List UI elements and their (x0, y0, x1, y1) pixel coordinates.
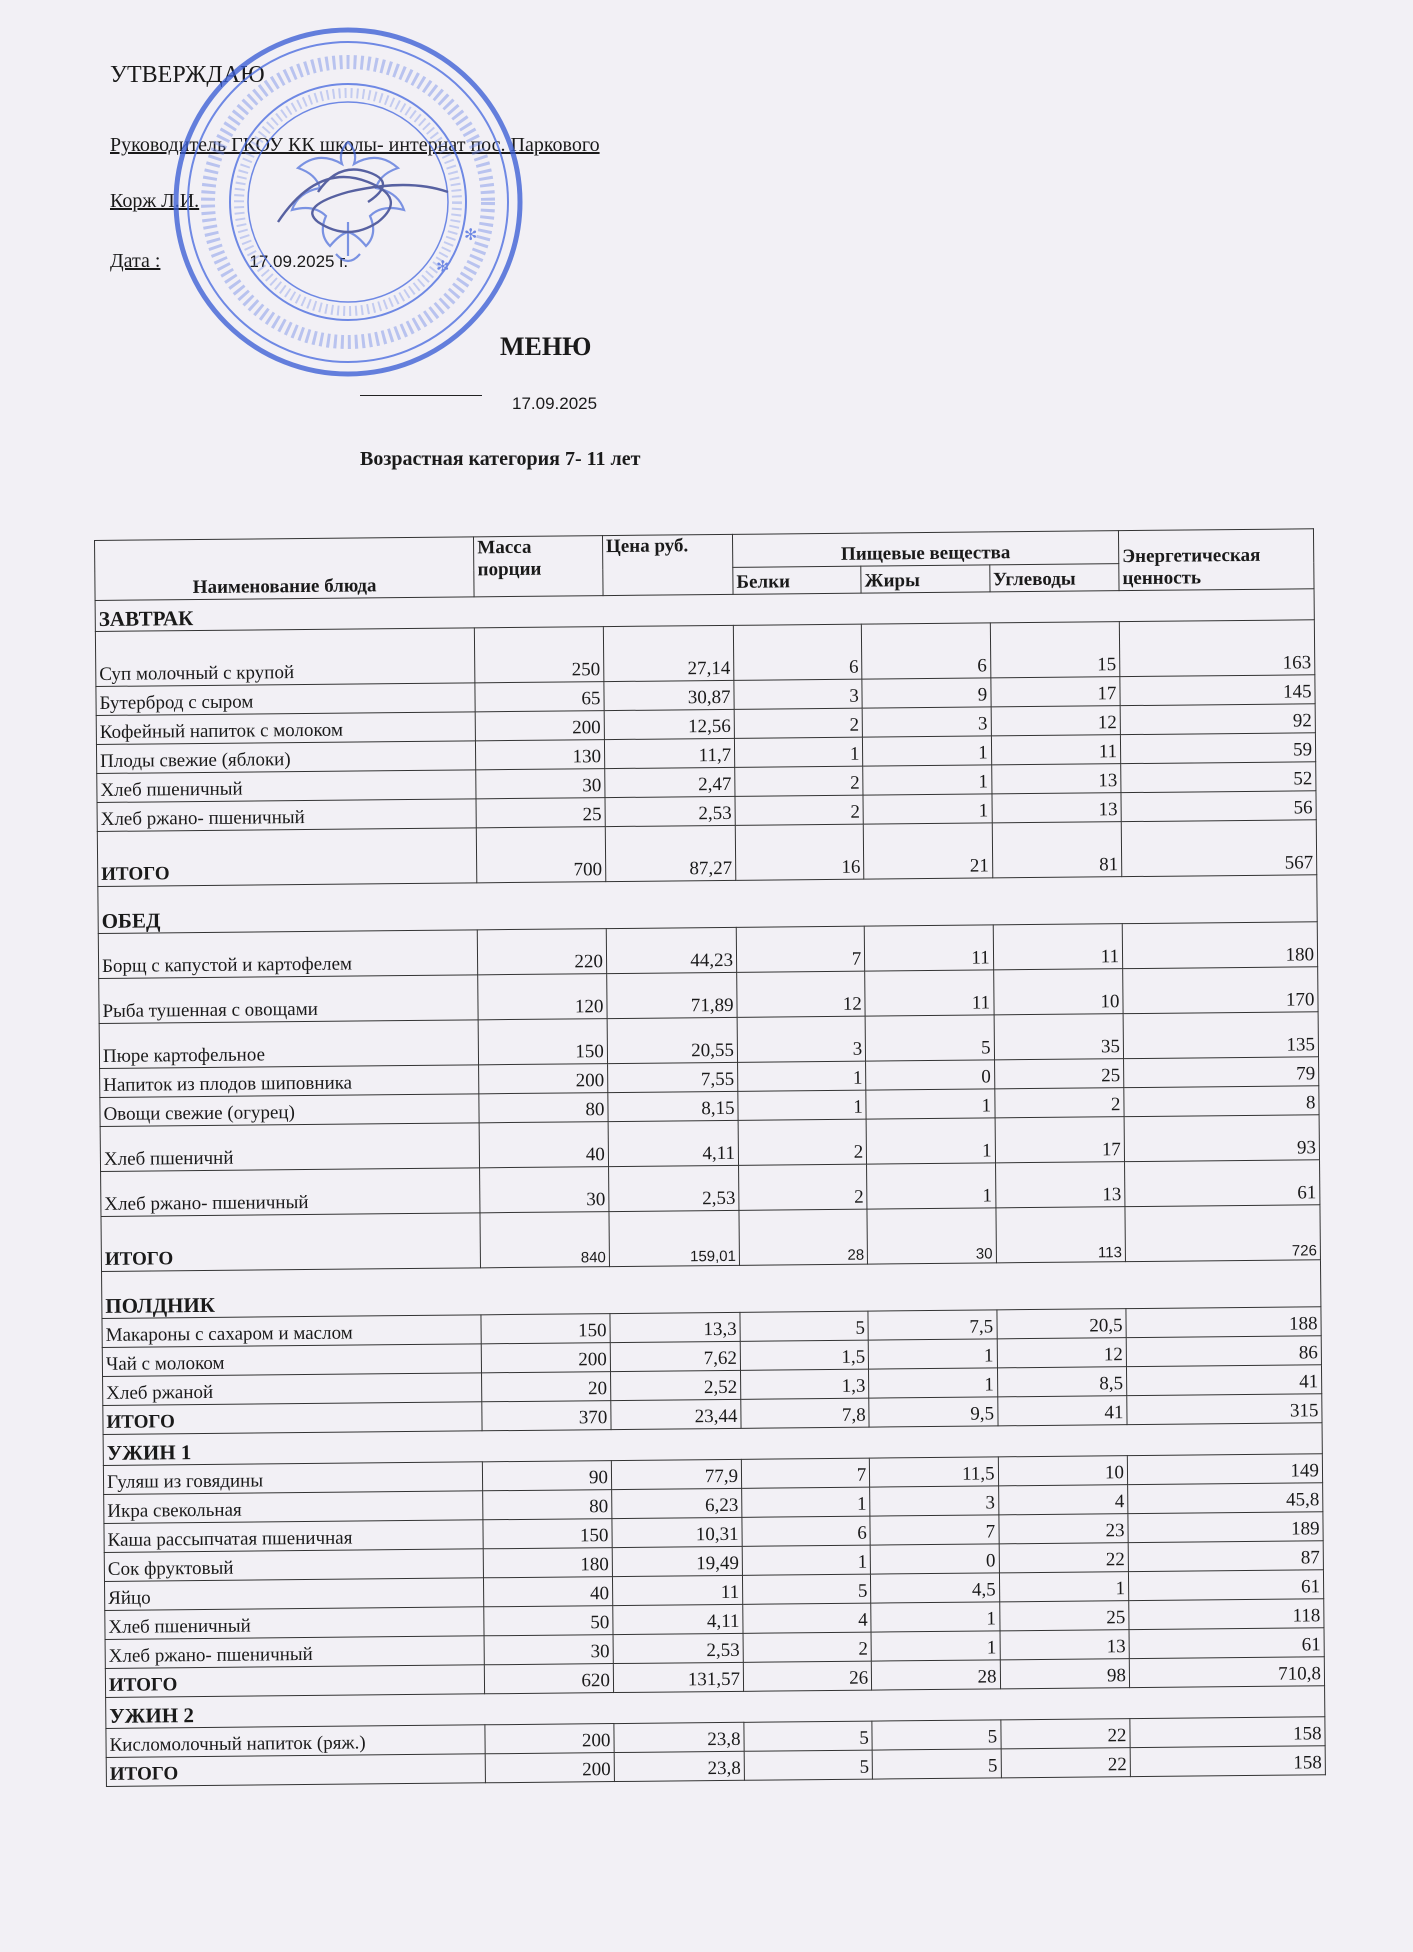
total-mass: 700 (477, 827, 606, 883)
cell-fat: 3 (870, 1486, 999, 1516)
cell-mass: 200 (481, 1343, 610, 1373)
total-energy: 158 (1130, 1746, 1325, 1777)
section-title: ОБЕД (98, 875, 1317, 934)
total-fat: 21 (864, 823, 993, 879)
menu-table (94, 528, 1326, 1787)
cell-fat: 3 (862, 707, 991, 737)
cell-mass: 65 (475, 682, 604, 712)
cell-mass: 150 (483, 1519, 612, 1549)
approval-date-value: 17.09.2025 г. (249, 252, 349, 271)
cell-fat: 1 (867, 1163, 996, 1209)
cell-protein: 6 (733, 624, 862, 680)
cell-mass: 80 (483, 1490, 612, 1520)
cell-protein: 7 (736, 926, 865, 972)
cell-mass: 180 (483, 1548, 612, 1578)
cell-price: 7,55 (607, 1062, 737, 1092)
cell-mass: 30 (480, 1167, 609, 1213)
cell-mass: 20 (482, 1372, 611, 1402)
menu-title: МЕНЮ (500, 332, 592, 361)
total-energy: 710,8 (1129, 1657, 1324, 1688)
menu-table-body (95, 589, 1325, 1787)
cell-name: Чай с молоком (102, 1344, 482, 1377)
cell-carbs: 13 (992, 793, 1122, 823)
cell-mass: 30 (484, 1635, 613, 1665)
total-fat: 5 (872, 1749, 1001, 1779)
total-fat: 9,5 (869, 1397, 998, 1427)
cell-price: 27,14 (603, 625, 734, 681)
cell-energy: 118 (1129, 1599, 1324, 1630)
cell-energy: 188 (1126, 1307, 1321, 1338)
cell-name: Бутерброд с сыром (96, 683, 476, 716)
cell-carbs: 25 (994, 1059, 1124, 1089)
cell-fat: 1 (869, 1368, 998, 1398)
header-nutrients: Пищевые вещества (733, 531, 1119, 568)
cell-name: Кофейный напиток с молоком (96, 712, 476, 745)
cell-name: Борщ с капустой и картофелем (98, 930, 478, 979)
total-fat: 30 (867, 1208, 996, 1264)
header-protein: Белки (733, 566, 862, 594)
header-dish-name: Наименование блюда (95, 537, 475, 601)
cell-protein: 1 (734, 737, 863, 767)
cell-name: Макароны с сахаром и маслом (102, 1315, 482, 1348)
cell-energy: 61 (1124, 1160, 1319, 1207)
cell-price: 19,49 (612, 1546, 742, 1576)
cell-carbs: 22 (1000, 1719, 1130, 1749)
cell-carbs: 35 (994, 1014, 1124, 1060)
cell-mass: 200 (475, 711, 604, 741)
cell-energy: 45,8 (1128, 1483, 1323, 1514)
cell-energy: 79 (1124, 1057, 1319, 1088)
total-protein: 5 (744, 1750, 873, 1780)
cell-price: 77,9 (611, 1459, 741, 1489)
cell-energy: 61 (1128, 1570, 1323, 1601)
total-energy: 726 (1125, 1205, 1321, 1262)
cell-price: 4,11 (608, 1120, 739, 1166)
cell-carbs: 13 (995, 1162, 1125, 1208)
cell-energy: 87 (1128, 1541, 1323, 1572)
cell-name: Плоды свежие (яблоки) (96, 741, 476, 774)
cell-price: 71,89 (607, 972, 738, 1018)
total-mass: 840 (480, 1212, 609, 1268)
cell-protein: 12 (737, 971, 866, 1017)
approver-name: Корж Л.И. (110, 190, 200, 212)
cell-price: 2,47 (605, 767, 735, 797)
total-carbs: 81 (992, 822, 1122, 878)
cell-name: Гуляш из говядины (103, 1462, 483, 1495)
cell-protein: 2 (734, 708, 863, 738)
svg-text:✻: ✻ (436, 257, 450, 276)
cell-mass: 40 (484, 1577, 613, 1607)
cell-name: Яйцо (104, 1578, 484, 1611)
cell-mass: 150 (478, 1019, 607, 1065)
total-energy: 567 (1121, 820, 1317, 877)
total-name: ИТОГО (105, 1665, 485, 1698)
cell-price: 2,52 (610, 1370, 740, 1400)
cell-carbs: 11 (991, 735, 1121, 765)
cell-energy: 189 (1128, 1512, 1323, 1543)
cell-carbs: 25 (999, 1601, 1129, 1631)
approve-heading: УТВЕРЖДАЮ (110, 62, 265, 88)
cell-price: 2,53 (605, 796, 735, 826)
total-price: 131,57 (613, 1662, 743, 1692)
cell-fat: 4,5 (871, 1573, 1000, 1603)
cell-mass: 120 (478, 974, 607, 1020)
total-mass: 620 (485, 1664, 614, 1694)
cell-carbs: 13 (1000, 1630, 1130, 1660)
total-protein: 28 (739, 1209, 868, 1265)
cell-fat: 1 (871, 1602, 1000, 1632)
cell-mass: 250 (475, 627, 604, 683)
cell-mass: 40 (479, 1122, 608, 1168)
cell-fat: 6 (862, 623, 991, 679)
cell-price: 8,15 (608, 1091, 738, 1121)
total-price: 23,8 (614, 1751, 744, 1781)
cell-energy: 59 (1120, 733, 1315, 764)
cell-fat: 1 (863, 765, 992, 795)
total-name: ИТОГО (103, 1402, 483, 1435)
header-energy: Энергетическая ценность (1118, 529, 1314, 591)
cell-fat: 0 (866, 1060, 995, 1090)
cell-mass: 50 (484, 1606, 613, 1636)
cell-protein: 7 (741, 1458, 870, 1488)
total-fat: 28 (872, 1660, 1001, 1690)
cell-fat: 1 (871, 1631, 1000, 1661)
cell-name: Хлеб пшеничный (97, 770, 477, 803)
cell-carbs: 12 (991, 706, 1121, 736)
cell-energy: 52 (1121, 762, 1316, 793)
menu-table-header (95, 529, 1315, 601)
svg-text:✻: ✻ (464, 225, 478, 244)
cell-energy: 135 (1123, 1012, 1318, 1059)
cell-energy: 41 (1126, 1365, 1321, 1396)
total-price: 87,27 (605, 825, 736, 881)
cell-energy: 86 (1126, 1336, 1321, 1367)
approval-date-label: Дата : (110, 250, 161, 272)
section-title: ЗАВТРАК (95, 589, 1314, 632)
cell-name: Овощи свежие (огурец) (100, 1094, 480, 1127)
cell-protein: 1,3 (741, 1369, 870, 1399)
header-price: Цена руб. (602, 534, 733, 595)
menu-date-underline (360, 395, 482, 396)
cell-energy: 56 (1121, 791, 1316, 822)
cell-fat: 9 (862, 678, 991, 708)
cell-protein: 1 (738, 1061, 867, 1091)
cell-energy: 8 (1124, 1086, 1319, 1117)
cell-name: Каша рассыпчатая пшеничная (104, 1520, 484, 1553)
total-price: 23,44 (611, 1399, 741, 1429)
cell-mass: 90 (483, 1461, 612, 1491)
cell-price: 11,7 (604, 738, 734, 768)
cell-protein: 3 (734, 679, 863, 709)
total-carbs: 41 (997, 1396, 1127, 1426)
total-mass: 370 (482, 1401, 611, 1431)
cell-price: 30,87 (604, 680, 734, 710)
cell-name: Пюре картофельное (99, 1020, 479, 1069)
cell-protein: 2 (743, 1632, 872, 1662)
cell-protein: 1 (742, 1545, 871, 1575)
cell-price: 2,53 (608, 1165, 739, 1211)
cell-fat: 1 (869, 1339, 998, 1369)
cell-energy: 61 (1129, 1628, 1324, 1659)
cell-price: 4,11 (613, 1604, 743, 1634)
section-title: УЖИН 2 (106, 1686, 1325, 1729)
cell-protein: 2 (738, 1119, 867, 1165)
total-carbs: 113 (996, 1207, 1126, 1263)
cell-protein: 4 (743, 1603, 872, 1633)
cell-carbs: 10 (998, 1456, 1128, 1486)
age-category: Возрастная категория 7- 11 лет (360, 448, 641, 470)
cell-name: Кисломолочный напиток (ряж.) (106, 1725, 486, 1758)
cell-protein: 2 (739, 1164, 868, 1210)
cell-protein: 2 (735, 795, 864, 825)
cell-carbs: 17 (995, 1117, 1125, 1163)
cell-mass: 80 (479, 1093, 608, 1123)
cell-carbs: 23 (999, 1514, 1129, 1544)
total-energy: 315 (1127, 1394, 1322, 1425)
cell-carbs: 11 (993, 924, 1123, 970)
cell-carbs: 17 (990, 677, 1120, 707)
cell-carbs: 20,5 (997, 1309, 1127, 1339)
menu-date: 17.09.2025 (512, 394, 598, 413)
cell-price: 12,56 (604, 709, 734, 739)
cell-price: 2,53 (613, 1633, 743, 1663)
cell-carbs: 2 (994, 1088, 1124, 1118)
cell-price: 13,3 (610, 1312, 740, 1342)
header-carbs: Углеводы (989, 564, 1119, 592)
cell-fat: 0 (870, 1544, 999, 1574)
cell-price: 44,23 (606, 927, 737, 973)
total-mass: 200 (485, 1753, 614, 1783)
cell-protein: 5 (744, 1721, 873, 1751)
cell-protein: 2 (735, 766, 864, 796)
cell-name: Рыба тушенная с овощами (99, 975, 479, 1024)
cell-carbs: 22 (999, 1543, 1129, 1573)
cell-carbs: 12 (997, 1338, 1127, 1368)
cell-name: Хлеб ржано- пшеничный (105, 1636, 485, 1669)
cell-mass: 150 (481, 1314, 610, 1344)
cell-mass: 220 (478, 929, 607, 975)
cell-protein: 5 (743, 1574, 872, 1604)
header-fat: Жиры (861, 565, 990, 593)
cell-fat: 11 (865, 925, 994, 971)
total-name: ИТОГО (101, 1213, 481, 1272)
cell-name: Хлеб пшеничный (105, 1607, 485, 1640)
total-carbs: 22 (1001, 1748, 1131, 1778)
cell-name: Суп молочный с крупой (95, 628, 475, 687)
cell-price: 10,31 (612, 1517, 742, 1547)
cell-name: Сок фруктовый (104, 1549, 484, 1582)
cell-energy: 163 (1119, 620, 1315, 677)
cell-energy: 158 (1130, 1717, 1325, 1748)
cell-energy: 92 (1120, 704, 1315, 735)
cell-name: Напиток из плодов шиповника (100, 1065, 480, 1098)
total-name: ИТОГО (97, 828, 477, 887)
cell-name: Хлеб ржаной (103, 1373, 483, 1406)
cell-name: Хлеб ржано- пшеничный (101, 1168, 481, 1217)
approver-role: Руководитель ГКОУ КК школы- интернат пос. Паркового (110, 134, 600, 156)
cell-protein: 3 (737, 1016, 866, 1062)
cell-protein: 5 (740, 1311, 869, 1341)
cell-mass: 200 (485, 1724, 614, 1754)
cell-fat: 1 (863, 794, 992, 824)
cell-price: 20,55 (607, 1017, 738, 1063)
section-title: УЖИН 1 (103, 1423, 1322, 1466)
cell-mass: 130 (476, 740, 605, 770)
total-protein: 16 (735, 824, 864, 880)
cell-protein: 6 (742, 1516, 871, 1546)
cell-carbs: 8,5 (997, 1367, 1127, 1397)
cell-energy: 170 (1123, 967, 1318, 1014)
cell-carbs: 10 (993, 969, 1123, 1015)
cell-fat: 11 (865, 970, 994, 1016)
cell-mass: 25 (476, 798, 605, 828)
cell-fat: 5 (872, 1720, 1001, 1750)
cell-energy: 180 (1122, 922, 1317, 969)
cell-price: 23,8 (614, 1722, 744, 1752)
cell-energy: 149 (1127, 1454, 1322, 1485)
cell-price: 7,62 (610, 1341, 740, 1371)
cell-energy: 93 (1124, 1115, 1319, 1162)
cell-carbs: 13 (991, 764, 1121, 794)
total-protein: 7,8 (741, 1398, 870, 1428)
cell-fat: 1 (863, 736, 992, 766)
cell-fat: 11,5 (870, 1457, 999, 1487)
cell-carbs: 1 (999, 1572, 1129, 1602)
total-name: ИТОГО (106, 1754, 486, 1787)
cell-fat: 5 (865, 1015, 994, 1061)
cell-fat: 7,5 (868, 1310, 997, 1340)
cell-price: 11 (612, 1575, 742, 1605)
cell-mass: 200 (479, 1064, 608, 1094)
cell-name: Хлеб ржано- пшеничный (97, 799, 477, 832)
cell-energy: 145 (1120, 675, 1315, 706)
cell-carbs: 15 (990, 622, 1120, 678)
cell-protein: 1,5 (740, 1340, 869, 1370)
cell-fat: 1 (866, 1089, 995, 1119)
cell-name: Икра свекольная (104, 1491, 484, 1524)
cell-fat: 7 (870, 1515, 999, 1545)
total-price: 159,01 (609, 1210, 740, 1266)
section-title: ПОЛДНИК (102, 1260, 1321, 1319)
cell-protein: 1 (742, 1487, 871, 1517)
cell-name: Хлеб пшеничнй (100, 1123, 480, 1172)
total-protein: 26 (743, 1661, 872, 1691)
cell-fat: 1 (866, 1118, 995, 1164)
cell-price: 6,23 (612, 1488, 742, 1518)
cell-protein: 1 (738, 1090, 867, 1120)
cell-mass: 30 (476, 769, 605, 799)
total-carbs: 98 (1000, 1659, 1130, 1689)
cell-carbs: 4 (998, 1485, 1128, 1515)
approval-date-line (110, 250, 348, 273)
header-mass: Масса порции (474, 536, 603, 597)
